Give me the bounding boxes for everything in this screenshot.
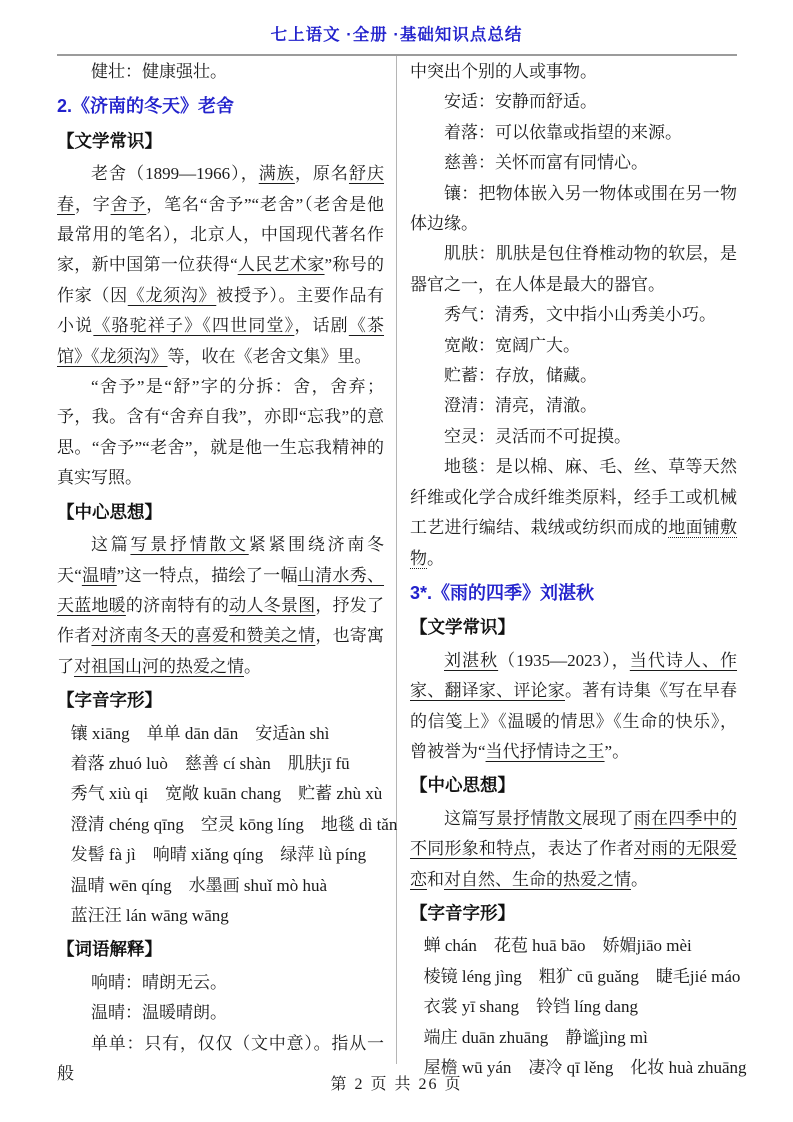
text-segment: 地毯：是以棉、麻、毛、丝、草等天然纤维或化学合成纤维类原料，经手工或机械工艺进行编结、栽绒或纺织而成的 [410, 457, 737, 538]
column-divider-line [396, 56, 397, 1064]
text-segment: 这篇 [444, 808, 479, 828]
sheyu-explanation-paragraph: “舍予”是“舒”字的分拆：舍，舍弃；予，我。含有“舍弃自我”，亦即“忘我”的意思。“舍予”“老舍”，就是他一生忘我精神的真实写照。 [57, 377, 384, 488]
definition-line: 着落：可以依靠或指望的来源。 [444, 122, 682, 142]
pinyin-line: 镶 xiāng 单单 dān dān 安适àn shì [70, 723, 330, 743]
definition-line: 秀气：清秀，文中指小山秀美小巧。 [444, 305, 716, 325]
underlined-text-segment: 写景抒情散文 [478, 808, 582, 828]
text-segment: 紧紧围绕济南冬天“ [57, 535, 385, 585]
page-number-text: 第 2 页 共 26 页 [330, 1076, 463, 1093]
pinyin-line: 衣裳 yī shang 铃铛 líng dang [423, 997, 638, 1017]
definition-line: 镶：把物体嵌入另一物体或围在另一物体边缘。 [410, 183, 737, 234]
text-segment: 被授予）。主要作品有小说 [57, 285, 385, 336]
definition-line: 温晴：温暖晴朗。 [91, 1003, 227, 1023]
pinyin-line: 蝉 chán 花苞 huā bāo 娇媚jiāo mèi [423, 936, 692, 956]
definition-line: 单单：只有，仅仅（文中意）。指从一般 [57, 1033, 384, 1083]
section-header-central-idea: 【中心思想】 [410, 775, 515, 796]
underlined-text-segment: 对自然、生命的热爱之情 [444, 869, 631, 889]
underlined-text-segment: 写景抒情散文 [130, 535, 249, 555]
section-header-pronunciation: 【字音字形】 [410, 902, 515, 923]
pinyin-line: 棱镜 léng jìng 粗犷 cū guǎng 睫毛jié máo [423, 966, 741, 986]
definition-line: 响晴：晴朗无云。 [91, 972, 227, 992]
definition-jianzhuang: 健壮：健康强壮。 [91, 62, 227, 81]
pinyin-line: 秀气 xiù qi 宽敞 kuān chang 贮蓄 zhù xù [70, 784, 383, 804]
text-segment: 这篇 [91, 535, 131, 555]
text-segment: ，笔名“舍予”“老舍”（老舍是他最常用的笔名），北京人，中国现代著名作家，新中国第一位获得“ [57, 194, 384, 275]
definition-line: 安适：安静而舒适。 [444, 92, 597, 112]
underlined-text-segment: 地面铺敷物 [410, 518, 738, 568]
underlined-text-segment: 对济南冬天的喜爱和赞美之情 [91, 626, 316, 646]
text-segment: ”这一特点，描绘了一幅 [116, 565, 298, 585]
page-footer [0, 1071, 793, 1094]
underlined-text-segment: 刘湛秋 [444, 650, 499, 670]
document-header-title: 七上语文 ·全册 ·基础知识点总结 [270, 26, 523, 44]
text-segment: ，话剧 [294, 316, 349, 336]
text-segment: 。 [244, 656, 261, 676]
text-segment: 的济南特有的 [125, 595, 230, 615]
definition-continuation-line: 中突出个别的人或事物。 [410, 62, 597, 81]
underlined-text-segment: 动人冬景图 [229, 595, 316, 615]
text-segment: ，原名 [294, 164, 349, 184]
text-segment: 和 [427, 869, 444, 889]
underlined-text-segment: 山清水秀、天蓝地暖 [57, 565, 385, 615]
text-segment: ，也寄寓了 [57, 626, 385, 676]
underlined-text-segment: 当代诗人、作家、翻译家、评论家 [410, 650, 738, 701]
definition-line: 宽敞：宽阔广大。 [444, 335, 580, 355]
header-divider-line [57, 54, 737, 56]
underlined-text-segment: 《龙须沟》 [127, 285, 217, 305]
definition-carpet [410, 452, 737, 574]
text-segment: 。 [631, 869, 648, 889]
central-idea-paragraph [57, 530, 384, 682]
text-segment: 等，收在《老舍文集》里。 [167, 346, 372, 366]
text-segment: ”。 [604, 741, 630, 761]
underlined-text-segment: 温晴 [81, 565, 117, 585]
pinyin-line: 澄清 chéng qīng 空灵 kōng líng 地毯 dì tǎn [70, 814, 398, 834]
lesson-2-heading: 2.《济南的冬天》老舍 [57, 96, 235, 117]
definition-line: 贮蓄：存放，储藏。 [444, 366, 597, 386]
underlined-text-segment: 人民艺术家 [237, 255, 325, 275]
text-segment: ”称号的作家（因 [57, 255, 385, 305]
section-header-pronunciation: 【字音字形】 [57, 690, 162, 711]
underlined-text-segment: 当代抒情诗之王 [485, 741, 605, 761]
definition-line: 澄清：清亮，清澈。 [444, 396, 597, 416]
text-segment: 展现了 [582, 808, 634, 828]
definition-line: 慈善：关怀而富有同情心。 [444, 153, 648, 173]
pinyin-line: 温晴 wēn qíng 水墨画 shuǐ mò huà [70, 875, 327, 895]
pinyin-line: 着落 zhuó luò 慈善 cí shàn 肌肤jī fū [70, 753, 350, 773]
lesson-3-heading: 3*.《雨的四季》刘湛秋 [410, 582, 595, 603]
underlined-text-segment: 舍予 [110, 194, 147, 214]
text-segment: ，抒发了作者 [57, 595, 385, 646]
underlined-text-segment: 对祖国山河的热爱之情 [74, 656, 244, 676]
underlined-text-segment: 满族 [258, 164, 295, 184]
text-segment: 老舍（1899—1966）， [91, 164, 259, 184]
text-segment: ，字 [74, 194, 111, 214]
pinyin-line: 发髻 fà jì 响晴 xiǎng qíng 绿萍 lǜ píng [70, 845, 367, 865]
definition-line: 肌肤：肌肤是包住脊椎动物的软层，是器官之一，在人体是最大的器官。 [410, 244, 737, 294]
underlined-text-segment: 对雨的无限爱恋 [410, 839, 738, 889]
section-header-literary-knowledge: 【文学常识】 [410, 617, 515, 638]
left-column [57, 57, 398, 1089]
underlined-text-segment: 舒庆春 [57, 164, 385, 214]
underlined-text-segment: 《骆驼祥子》《四世同堂》 [93, 316, 295, 336]
underlined-text-segment: 《茶馆》《龙须沟》 [57, 316, 385, 366]
text-segment: ，表达了作者 [530, 839, 634, 859]
pinyin-line: 屋檐 wū yán 凄冷 qī lěng 化妆 huà zhuāng [423, 1058, 747, 1077]
central-idea-paragraph [410, 804, 737, 895]
author-bio-paragraph [57, 159, 384, 372]
section-header-literary-knowledge: 【文学常识】 [57, 130, 162, 151]
text-segment: （1935—2023）， [498, 650, 630, 670]
definition-line: 空灵：灵活而不可捉摸。 [444, 426, 631, 446]
text-segment: 。 [427, 548, 444, 568]
text-segment: 。著有诗集《写在早春的信笺上》《温暖的情思》《生命的快乐》，曾被誉为“ [410, 681, 737, 761]
pinyin-line: 蓝汪汪 lán wāng wāng [70, 905, 229, 925]
section-header-word-definitions: 【词语解释】 [57, 939, 162, 960]
section-header-central-idea: 【中心思想】 [57, 501, 162, 522]
author-bio-paragraph [410, 646, 737, 768]
pinyin-line: 端庄 duān zhuāng 静谧jìng mì [423, 1027, 648, 1047]
underlined-text-segment: 雨在四季中的不同形象和特点 [410, 808, 737, 859]
right-column [410, 57, 747, 1083]
